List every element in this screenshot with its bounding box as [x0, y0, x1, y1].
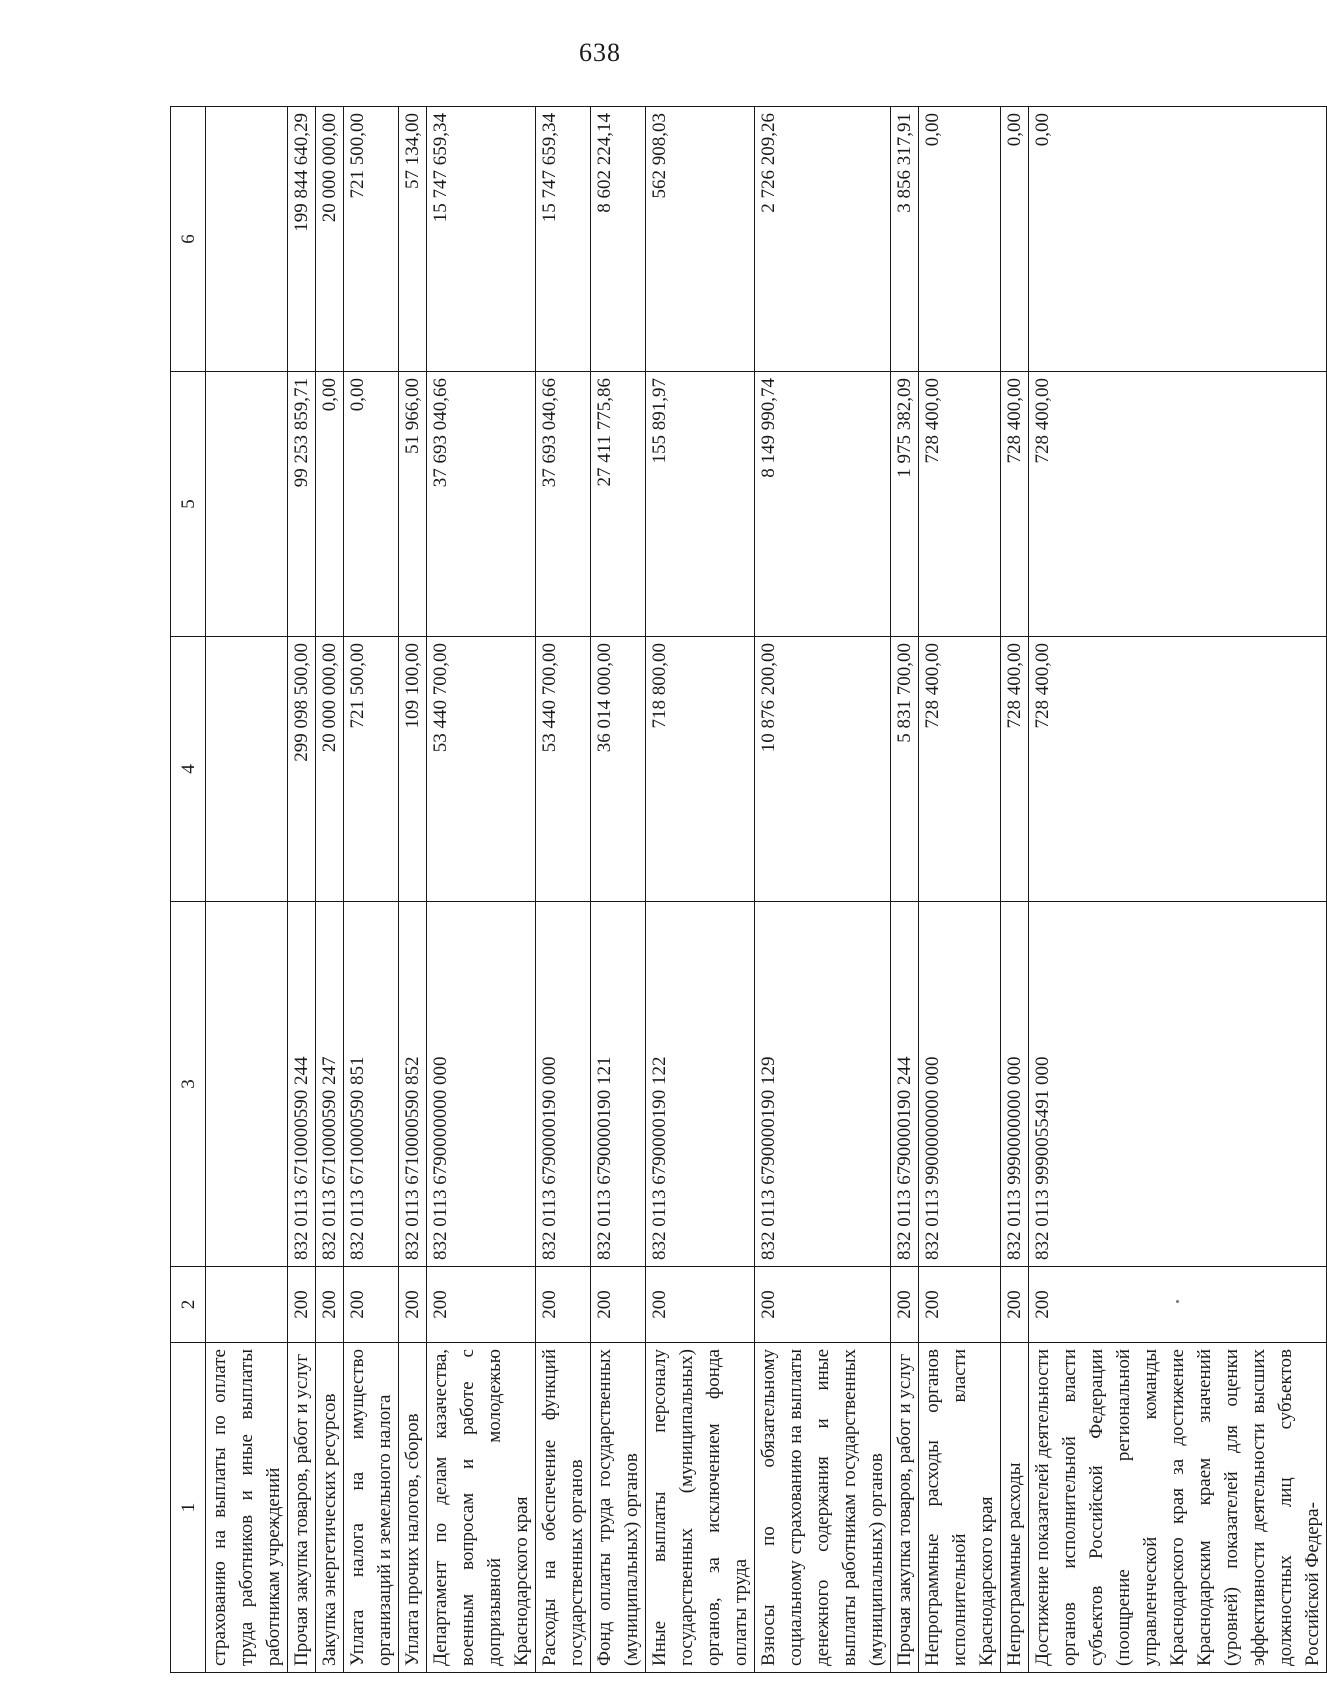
row-classification-cell: 832 0113 6790000190 129 — [755, 902, 891, 1267]
table-body — [206, 107, 1327, 1673]
row-col4-cell: 728 400,00 — [1029, 637, 1327, 902]
row-col6-cell: 199 844 640,29 — [288, 107, 316, 372]
row-col5-cell: 0,00 — [344, 372, 399, 637]
row-col6-cell: 0,00 — [919, 107, 1001, 372]
row-col5-cell: 37 693 040,66 — [427, 372, 536, 637]
header-col-5: 5 — [171, 372, 206, 637]
budget-table — [170, 106, 1327, 1673]
row-col4-cell: 53 440 700,00 — [536, 637, 591, 902]
row-name-cell: Достижение показателей деятельности органов исполнительной власти субъектов Российской Федерации (поощрение региональной управленческой команды Краснодарского края за достижение Краснодарским краем значений (уровней) показателей для оценки эффективности деятельности высших должностных лиц субъектов Российской Федера- — [1029, 1343, 1327, 1673]
row-name-cell: страхованию на выплаты по оплате труда работников и иные выплаты работникам учреждений — [206, 1343, 288, 1673]
table-row — [1029, 107, 1327, 1673]
row-col6-cell: 721 500,00 — [344, 107, 399, 372]
row-col5-cell: 1 975 382,09 — [891, 372, 919, 637]
row-col5-cell: 155 891,97 — [646, 372, 755, 637]
table-row — [591, 107, 646, 1673]
row-col5-cell: 728 400,00 — [919, 372, 1001, 637]
row-col4-cell: 299 098 500,00 — [288, 637, 316, 902]
row-classification-cell — [206, 902, 288, 1267]
row-code-cell: 200 — [1001, 1267, 1029, 1343]
row-classification-cell: 832 0113 6790000190 122 — [646, 902, 755, 1267]
row-col4-cell: 728 400,00 — [1001, 637, 1029, 902]
row-col5-cell: 8 149 990,74 — [755, 372, 891, 637]
row-name-cell: Расходы на обеспечение функций государственных органов — [536, 1343, 591, 1673]
row-name-cell: Непрограммные расходы — [1001, 1343, 1029, 1673]
row-code-cell: 200 — [399, 1267, 427, 1343]
row-col4-cell: 10 876 200,00 — [755, 637, 891, 902]
row-name-cell: Иные выплаты персоналу государственных (муниципальных) органов, за исключением фонда оплаты труда — [646, 1343, 755, 1673]
row-code-cell: 200 — [344, 1267, 399, 1343]
row-col5-cell: 51 966,00 — [399, 372, 427, 637]
row-col5-cell: 37 693 040,66 — [536, 372, 591, 637]
table-row — [344, 107, 399, 1673]
row-col6-cell: 0,00 — [1029, 107, 1327, 372]
header-col-3: 3 — [171, 902, 206, 1267]
row-classification-cell: 832 0113 6790000190 000 — [536, 902, 591, 1267]
rotated-table-container — [170, 107, 1323, 1673]
row-classification-cell: 832 0113 9900000000 000 — [919, 902, 1001, 1267]
row-code-cell: 200 — [891, 1267, 919, 1343]
header-col-2: 2 — [171, 1267, 206, 1343]
row-col5-cell: 27 411 775,86 — [591, 372, 646, 637]
row-code-cell: 200 — [755, 1267, 891, 1343]
header-col-4: 4 — [171, 637, 206, 902]
row-code-cell: 200 — [646, 1267, 755, 1343]
table-row — [891, 107, 919, 1673]
table-row — [755, 107, 891, 1673]
row-code-cell: 200 — [591, 1267, 646, 1343]
row-classification-cell: 832 0113 6790000190 244 — [891, 902, 919, 1267]
table-header-row — [171, 107, 206, 1673]
table-row — [536, 107, 591, 1673]
row-col6-cell: 2 726 209,26 — [755, 107, 891, 372]
row-col5-cell — [206, 372, 288, 637]
table-row — [1001, 107, 1029, 1673]
row-col6-cell: 562 908,03 — [646, 107, 755, 372]
row-name-cell: Прочая закупка товаров, работ и услуг — [288, 1343, 316, 1673]
row-col6-cell: 20 000 000,00 — [316, 107, 344, 372]
row-code-cell: 200 — [288, 1267, 316, 1343]
row-col4-cell: 728 400,00 — [919, 637, 1001, 902]
row-name-cell: Непрограммные расходы органов исполнительной власти Краснодарского края — [919, 1343, 1001, 1673]
row-col6-cell: 0,00 — [1001, 107, 1029, 372]
row-code-cell — [206, 1267, 288, 1343]
row-classification-cell: 832 0113 6790000190 121 — [591, 902, 646, 1267]
row-classification-cell: 832 0113 6710000590 247 — [316, 902, 344, 1267]
table-row — [919, 107, 1001, 1673]
row-name-cell: Департамент по делам казачества, военным вопросам и работе с допризывной молодежью Краснодарского края — [427, 1343, 536, 1673]
header-col-6: 6 — [171, 107, 206, 372]
row-code-cell: 200 — [1029, 1267, 1327, 1343]
row-name-cell: Взносы по обязательному социальному страхованию на выплаты денежного содержания и иные выплаты работникам государственных (муниципальных) органов — [755, 1343, 891, 1673]
row-col4-cell — [206, 637, 288, 902]
row-classification-cell: 832 0113 6790000000 000 — [427, 902, 536, 1267]
row-classification-cell: 832 0113 6710000590 852 — [399, 902, 427, 1267]
row-code-cell: 200 — [919, 1267, 1001, 1343]
row-col6-cell — [206, 107, 288, 372]
row-col6-cell: 15 747 659,34 — [536, 107, 591, 372]
row-col5-cell: 99 253 859,71 — [288, 372, 316, 637]
row-col4-cell: 53 440 700,00 — [427, 637, 536, 902]
row-name-cell: Уплата прочих налогов, сборов — [399, 1343, 427, 1673]
row-name-cell: Прочая закупка товаров, работ и услуг — [891, 1343, 919, 1673]
row-col4-cell: 5 831 700,00 — [891, 637, 919, 902]
table-row — [399, 107, 427, 1673]
row-col4-cell: 109 100,00 — [399, 637, 427, 902]
row-col4-cell: 20 000 000,00 — [316, 637, 344, 902]
row-col5-cell: 728 400,00 — [1029, 372, 1327, 637]
row-col6-cell: 3 856 317,91 — [891, 107, 919, 372]
row-name-cell: Закупка энергетических ресурсов — [316, 1343, 344, 1673]
table-row — [206, 107, 288, 1673]
table-row — [646, 107, 755, 1673]
row-col6-cell: 8 602 224,14 — [591, 107, 646, 372]
table-row — [316, 107, 344, 1673]
row-col5-cell: 728 400,00 — [1001, 372, 1029, 637]
row-col5-cell: 0,00 — [316, 372, 344, 637]
row-classification-cell: 832 0113 6710000590 851 — [344, 902, 399, 1267]
row-classification-cell: 832 0113 9990000000 000 — [1001, 902, 1029, 1267]
row-name-cell: Фонд оплаты труда государственных (муниципальных) органов — [591, 1343, 646, 1673]
page-number: 638 — [579, 38, 621, 67]
row-code-cell: 200 — [427, 1267, 536, 1343]
row-col4-cell: 36 014 000,00 — [591, 637, 646, 902]
row-classification-cell: 832 0113 6710000590 244 — [288, 902, 316, 1267]
row-col4-cell: 718 800,00 — [646, 637, 755, 902]
row-code-cell: 200 — [536, 1267, 591, 1343]
table-row — [427, 107, 536, 1673]
row-col6-cell: 57 134,00 — [399, 107, 427, 372]
row-name-cell: Уплата налога на имущество организаций и земельного налога — [344, 1343, 399, 1673]
row-classification-cell: 832 0113 9990055491 000 — [1029, 902, 1327, 1267]
row-code-cell: 200 — [316, 1267, 344, 1343]
header-col-1: 1 — [171, 1343, 206, 1673]
row-col4-cell: 721 500,00 — [344, 637, 399, 902]
table-row — [288, 107, 316, 1673]
row-col6-cell: 15 747 659,34 — [427, 107, 536, 372]
